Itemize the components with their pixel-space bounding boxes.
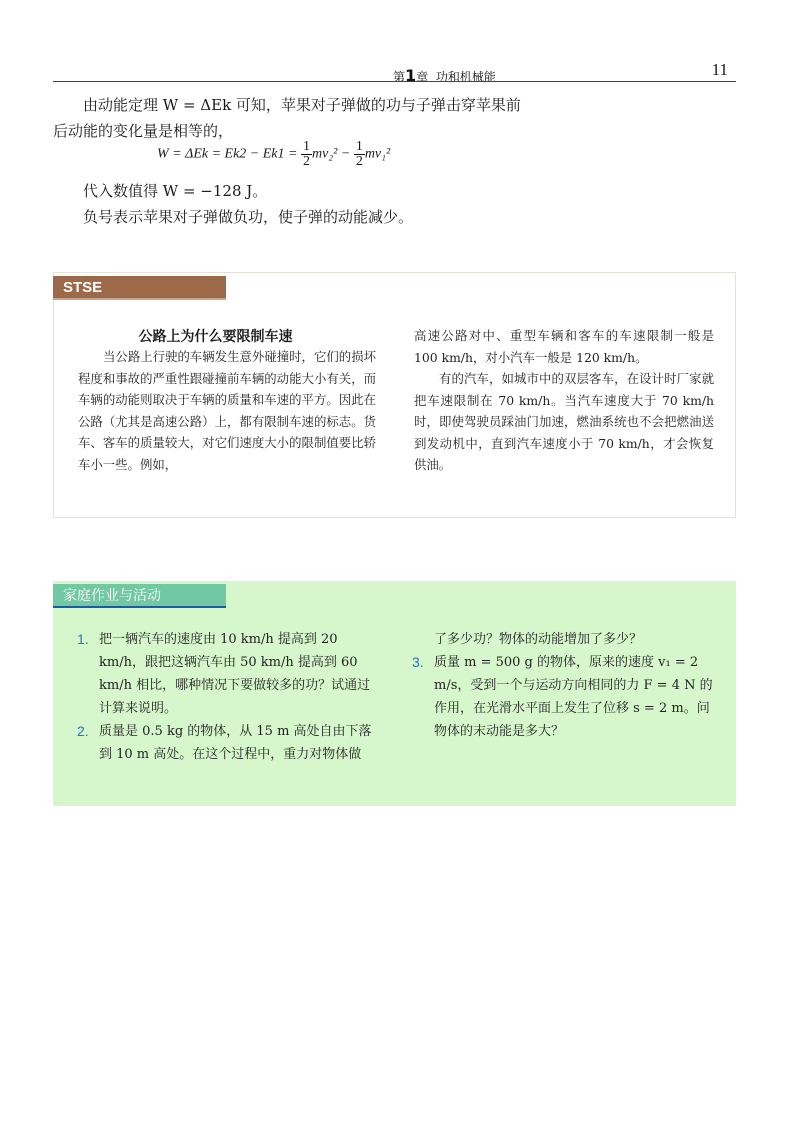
formula-left: W = ΔEk = Ek2 − Ek1 = bbox=[157, 146, 298, 162]
homework-item-1-number: 1. bbox=[77, 631, 89, 647]
chapter-title: 功和机械能 bbox=[435, 70, 496, 84]
intro-paragraph-1: 由动能定理 W = ΔEk 可知，苹果对子弹做的功与子弹击穿苹果前后动能的变化量是相等的， bbox=[53, 96, 521, 140]
stse-tab: STSE bbox=[53, 276, 226, 300]
homework-item-3-number: 3. bbox=[412, 654, 424, 670]
stse-left-paragraph: 当公路上行驶的车辆发生意外碰撞时，它们的损坏程度和事故的严重性跟碰撞前车辆的动能大小有关，而车辆的动能则取决于车辆的质量和车速的平方。因此在公路（尤其是高速公路）上，都有限制车速的标志。货车、客车的质量较大，对它们速度大小的限制值要比轿车小一些。例如， bbox=[78, 349, 376, 472]
homework-item-2-number: 2. bbox=[77, 723, 89, 739]
stse-right-paragraph-1: 高速公路对中、重型车辆和客车的车速限制一般是 100 km/h，对小汽车一般是 120 km/h。 bbox=[414, 328, 714, 365]
fraction-half-1: $\frac{1}{2}$ bbox=[302, 139, 310, 169]
stse-title: 公路上为什么要限制车速 bbox=[138, 329, 293, 345]
chapter-number: 1 bbox=[405, 66, 417, 85]
homework-item-2-text: 质量是 0.5 kg 的物体，从 15 m 高处自由下落到 10 m 高处。在这个过程中，重力对物体做 bbox=[99, 724, 372, 762]
intro-paragraph-2: 代入数值得 W = −128 J。 bbox=[83, 182, 268, 200]
homework-item-2-continued bbox=[412, 628, 718, 651]
chapter-prefix: 第 bbox=[393, 70, 406, 84]
homework-tab: 家庭作业与活动 bbox=[53, 584, 226, 608]
homework-item-1 bbox=[77, 628, 383, 720]
header-divider bbox=[53, 81, 736, 82]
formula-term-1: mv₂² bbox=[311, 146, 338, 162]
fraction-half-2: $\frac{1}{2}$ bbox=[355, 139, 363, 169]
homework-right-column bbox=[412, 628, 718, 743]
formula-minus: − bbox=[340, 146, 351, 162]
page-number: 11 bbox=[711, 60, 728, 79]
homework-item-1-text: 把一辆汽车的速度由 10 km/h 提高到 20 km/h，跟把这辆汽车由 50 km/h 提高到 60 km/h 相比，哪种情况下要做较多的功？试通过计算来说明。 bbox=[99, 632, 371, 716]
homework-item-3-text: 质量 m = 500 g 的物体，原来的速度 v₁ = 2 m/s，受到一个与运动方向相同的力 F = 4 N 的作用，在光滑水平面上发生了位移 s = 2 m。问物体的末动能是多大？ bbox=[434, 655, 713, 739]
chapter-suffix: 章 bbox=[416, 70, 429, 84]
homework-item-2-continued-text: 了多少功？物体的动能增加了多少？ bbox=[434, 632, 643, 647]
homework-item-2 bbox=[77, 720, 383, 766]
stse-right-column bbox=[414, 325, 714, 476]
intro-paragraph-3: 负号表示苹果对子弹做负功，使子弹的动能减少。 bbox=[83, 208, 414, 226]
stse-right-paragraph-2: 有的汽车，如城市中的双层客车，在设计时厂家就把车速限制在 70 km/h。当汽车速度大于 70 km/h 时，即使驾驶员踩油门加速，燃油系统也不会把燃油送到发动机中，直到汽车速度小于 70 km/h，才会恢复供油。 bbox=[414, 371, 714, 472]
homework-item-3 bbox=[412, 651, 718, 743]
stse-left-column bbox=[78, 346, 376, 475]
homework-left-column bbox=[77, 628, 383, 766]
kinetic-energy-formula bbox=[157, 140, 390, 169]
chapter-header bbox=[393, 66, 496, 85]
formula-term-2: mv₁² bbox=[364, 146, 391, 162]
